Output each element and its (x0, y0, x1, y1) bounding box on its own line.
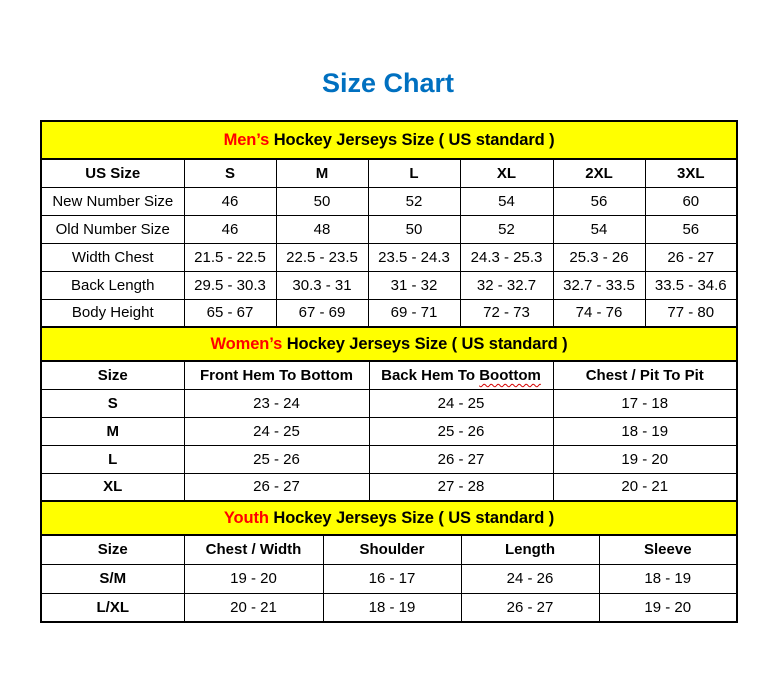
back-hem-prefix: Back Hem To (381, 366, 480, 384)
size-cell: 17 - 18 (553, 389, 737, 417)
table-row (41, 215, 737, 243)
youth-col-header: Sleeve (599, 535, 737, 564)
row-label: Body Height (41, 299, 184, 327)
size-cell: 19 - 20 (599, 593, 737, 622)
size-cell: 60 (645, 187, 737, 215)
size-cell: 18 - 19 (553, 417, 737, 445)
size-cell: 50 (368, 215, 460, 243)
youth-band-rest: Hockey Jerseys Size ( US standard ) (268, 508, 555, 527)
size-cell: 23.5 - 24.3 (368, 243, 460, 271)
size-cell: 16 - 17 (323, 564, 461, 593)
womens-table-band (41, 327, 737, 361)
size-cell: 19 - 20 (184, 564, 323, 593)
size-cell: 32.7 - 33.5 (553, 271, 645, 299)
size-cell: 46 (184, 215, 276, 243)
youth-size-table (40, 500, 738, 623)
mens-table-band (41, 121, 737, 159)
size-cell: 56 (553, 187, 645, 215)
size-cell: 20 - 21 (184, 593, 323, 622)
size-cell: 24 - 26 (461, 564, 599, 593)
size-cell: 46 (184, 187, 276, 215)
size-cell: 48 (276, 215, 368, 243)
table-row (41, 187, 737, 215)
row-label: XL (41, 473, 184, 501)
row-label: New Number Size (41, 187, 184, 215)
youth-band-highlight: Youth (223, 508, 269, 527)
size-cell: 26 - 27 (184, 473, 369, 501)
size-cell: 25.3 - 26 (553, 243, 645, 271)
womens-header-row (41, 361, 737, 389)
size-cell: 33.5 - 34.6 (645, 271, 737, 299)
mens-band-highlight: Men’s (223, 130, 270, 149)
size-cell: 25 - 26 (184, 445, 369, 473)
size-cell: 74 - 76 (553, 299, 645, 327)
row-label: S (41, 389, 184, 417)
size-cell: 52 (368, 187, 460, 215)
table-row (41, 473, 737, 501)
table-row (41, 445, 737, 473)
size-cell: 26 - 27 (461, 593, 599, 622)
youth-col-header: Shoulder (323, 535, 461, 564)
mens-col-header: US Size (41, 159, 184, 187)
table-row (41, 243, 737, 271)
size-cell: 20 - 21 (553, 473, 737, 501)
tables-container (40, 120, 736, 623)
size-cell: 56 (645, 215, 737, 243)
row-label: Old Number Size (41, 215, 184, 243)
size-cell: 18 - 19 (599, 564, 737, 593)
page-title: Size Chart (321, 68, 455, 98)
mens-col-header: 3XL (645, 159, 737, 187)
mens-col-header: M (276, 159, 368, 187)
table-row (41, 271, 737, 299)
row-label: Width Chest (41, 243, 184, 271)
size-cell: 54 (460, 187, 553, 215)
size-cell: 77 - 80 (645, 299, 737, 327)
youth-band-row (41, 501, 737, 535)
size-cell: 72 - 73 (460, 299, 553, 327)
size-cell: 50 (276, 187, 368, 215)
size-cell: 29.5 - 30.3 (184, 271, 276, 299)
size-cell: 54 (553, 215, 645, 243)
womens-band-rest: Hockey Jerseys Size ( US standard ) (282, 334, 568, 353)
mens-header-row (41, 159, 737, 187)
table-row (41, 389, 737, 417)
mens-size-table (40, 120, 738, 328)
youth-col-header: Size (41, 535, 184, 564)
mens-col-header: L (368, 159, 460, 187)
womens-col-header: Front Hem To Bottom (184, 361, 369, 389)
size-cell: 22.5 - 23.5 (276, 243, 368, 271)
back-hem-misspelled-word: Boottom (479, 366, 541, 384)
size-cell: 67 - 69 (276, 299, 368, 327)
womens-band-highlight: Women’s (210, 334, 283, 353)
size-cell: 30.3 - 31 (276, 271, 368, 299)
size-cell: 52 (460, 215, 553, 243)
youth-col-header: Length (461, 535, 599, 564)
size-cell: 31 - 32 (368, 271, 460, 299)
row-label: L/XL (41, 593, 184, 622)
table-row (41, 593, 737, 622)
size-cell: 21.5 - 22.5 (184, 243, 276, 271)
table-row (41, 299, 737, 327)
size-cell: 32 - 32.7 (460, 271, 553, 299)
size-cell: 27 - 28 (369, 473, 553, 501)
size-cell: 24 - 25 (369, 389, 553, 417)
mens-col-header: S (184, 159, 276, 187)
size-cell: 65 - 67 (184, 299, 276, 327)
table-row (41, 417, 737, 445)
size-cell: 25 - 26 (369, 417, 553, 445)
youth-col-header: Chest / Width (184, 535, 323, 564)
row-label: Back Length (41, 271, 184, 299)
row-label: S/M (41, 564, 184, 593)
womens-col-header (369, 361, 553, 389)
mens-band-rest: Hockey Jerseys Size ( US standard ) (269, 130, 555, 149)
size-cell: 69 - 71 (368, 299, 460, 327)
size-cell: 24.3 - 25.3 (460, 243, 553, 271)
table-row (41, 564, 737, 593)
womens-col-header: Chest / Pit To Pit (553, 361, 737, 389)
size-cell: 26 - 27 (369, 445, 553, 473)
mens-col-header: XL (460, 159, 553, 187)
womens-size-table (40, 326, 738, 502)
row-label: M (41, 417, 184, 445)
youth-header-row (41, 535, 737, 564)
size-cell: 18 - 19 (323, 593, 461, 622)
mens-col-header: 2XL (553, 159, 645, 187)
size-cell: 19 - 20 (553, 445, 737, 473)
youth-table-band (41, 501, 737, 535)
mens-band-row (41, 121, 737, 159)
womens-band-row (41, 327, 737, 361)
size-cell: 24 - 25 (184, 417, 369, 445)
row-label: L (41, 445, 184, 473)
size-cell: 23 - 24 (184, 389, 369, 417)
womens-col-header: Size (41, 361, 184, 389)
size-cell: 26 - 27 (645, 243, 737, 271)
